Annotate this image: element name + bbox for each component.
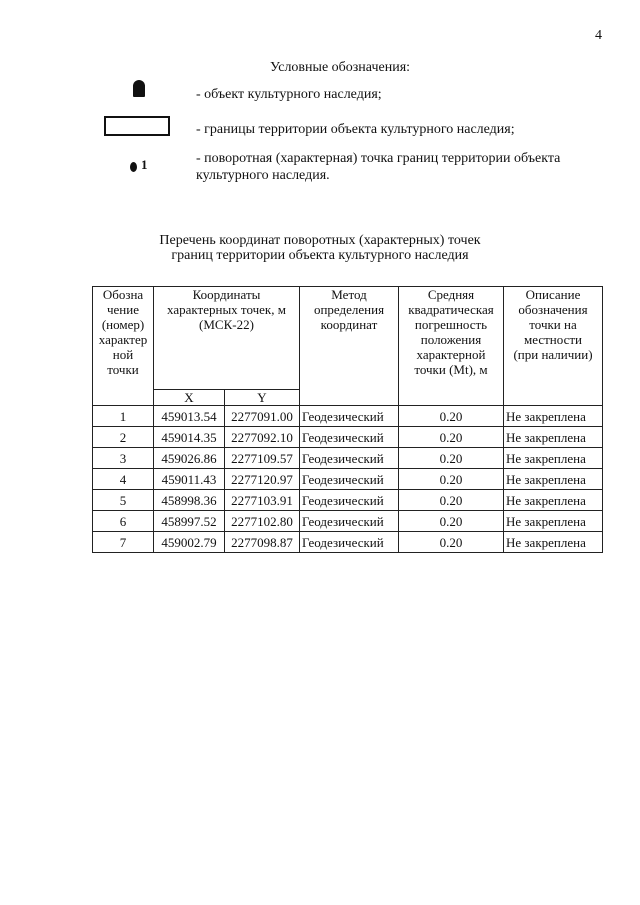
header-error: Средняя квадратическая погрешность положения характерной точки (Mt), м <box>399 287 504 406</box>
legend-item-border: - границы территории объекта культурного наследия; <box>196 122 515 137</box>
row-method: Геодезический <box>300 448 399 469</box>
row-number: 2 <box>93 427 154 448</box>
row-x: 459011.43 <box>154 469 225 490</box>
row-description: Не закреплена <box>504 406 603 427</box>
table-row <box>93 448 603 469</box>
row-y: 2277098.87 <box>225 532 300 553</box>
row-y: 2277103.91 <box>225 490 300 511</box>
row-x: 459014.35 <box>154 427 225 448</box>
row-y: 2277109.57 <box>225 448 300 469</box>
row-y: 2277120.97 <box>225 469 300 490</box>
row-y: 2277102.80 <box>225 511 300 532</box>
row-x: 459013.54 <box>154 406 225 427</box>
table-title-line2: границ территории объекта культурного наследия <box>171 248 469 263</box>
row-error: 0.20 <box>399 448 504 469</box>
header-method: Метод определения координат <box>300 287 399 406</box>
header-description: Описание обозначения точки на местности (при наличии) <box>504 287 603 406</box>
row-description: Не закреплена <box>504 469 603 490</box>
row-error: 0.20 <box>399 511 504 532</box>
turning-point-icon <box>130 162 137 172</box>
border-rectangle-icon <box>104 116 170 136</box>
row-y: 2277092.10 <box>225 427 300 448</box>
table-row <box>93 490 603 511</box>
row-error: 0.20 <box>399 469 504 490</box>
row-description: Не закреплена <box>504 532 603 553</box>
row-method: Геодезический <box>300 406 399 427</box>
row-number: 5 <box>93 490 154 511</box>
table-row <box>93 427 603 448</box>
table-row <box>93 532 603 553</box>
coordinates-table <box>92 286 603 553</box>
row-method: Геодезический <box>300 427 399 448</box>
row-method: Геодезический <box>300 469 399 490</box>
legend-item-point <box>196 150 560 184</box>
row-description: Не закреплена <box>504 490 603 511</box>
row-number: 6 <box>93 511 154 532</box>
row-method: Геодезический <box>300 490 399 511</box>
row-x: 458998.36 <box>154 490 225 511</box>
table-title <box>0 233 640 263</box>
row-x: 459002.79 <box>154 532 225 553</box>
table-row <box>93 511 603 532</box>
row-x: 458997.52 <box>154 511 225 532</box>
row-error: 0.20 <box>399 532 504 553</box>
row-error: 0.20 <box>399 490 504 511</box>
row-number: 1 <box>93 406 154 427</box>
header-y: Y <box>225 390 300 406</box>
row-y: 2277091.00 <box>225 406 300 427</box>
turning-point-label: 1 <box>141 157 148 172</box>
row-number: 7 <box>93 532 154 553</box>
row-method: Геодезический <box>300 532 399 553</box>
row-number: 4 <box>93 469 154 490</box>
legend-item-point-line1: - поворотная (характерная) точка границ территории объекта <box>196 151 561 166</box>
row-method: Геодезический <box>300 511 399 532</box>
row-description: Не закреплена <box>504 427 603 448</box>
heritage-object-icon <box>133 80 145 97</box>
page-number: 4 <box>595 28 602 43</box>
table-row <box>93 406 603 427</box>
row-description: Не закреплена <box>504 511 603 532</box>
table-title-line1: Перечень координат поворотных (характерных) точек <box>159 233 481 248</box>
row-error: 0.20 <box>399 427 504 448</box>
row-number: 3 <box>93 448 154 469</box>
header-x: X <box>154 390 225 406</box>
row-x: 459026.86 <box>154 448 225 469</box>
table-row <box>93 469 603 490</box>
row-error: 0.20 <box>399 406 504 427</box>
legend-title: Условные обозначения: <box>270 60 411 75</box>
header-designation: Обозна чение (номер) характер ной точки <box>93 287 154 406</box>
legend-item-object: - объект культурного наследия; <box>196 87 382 102</box>
legend-item-point-line2: культурного наследия. <box>196 168 330 183</box>
header-coordinates: Координаты характерных точек, м (МСК-22) <box>154 287 300 390</box>
row-description: Не закреплена <box>504 448 603 469</box>
